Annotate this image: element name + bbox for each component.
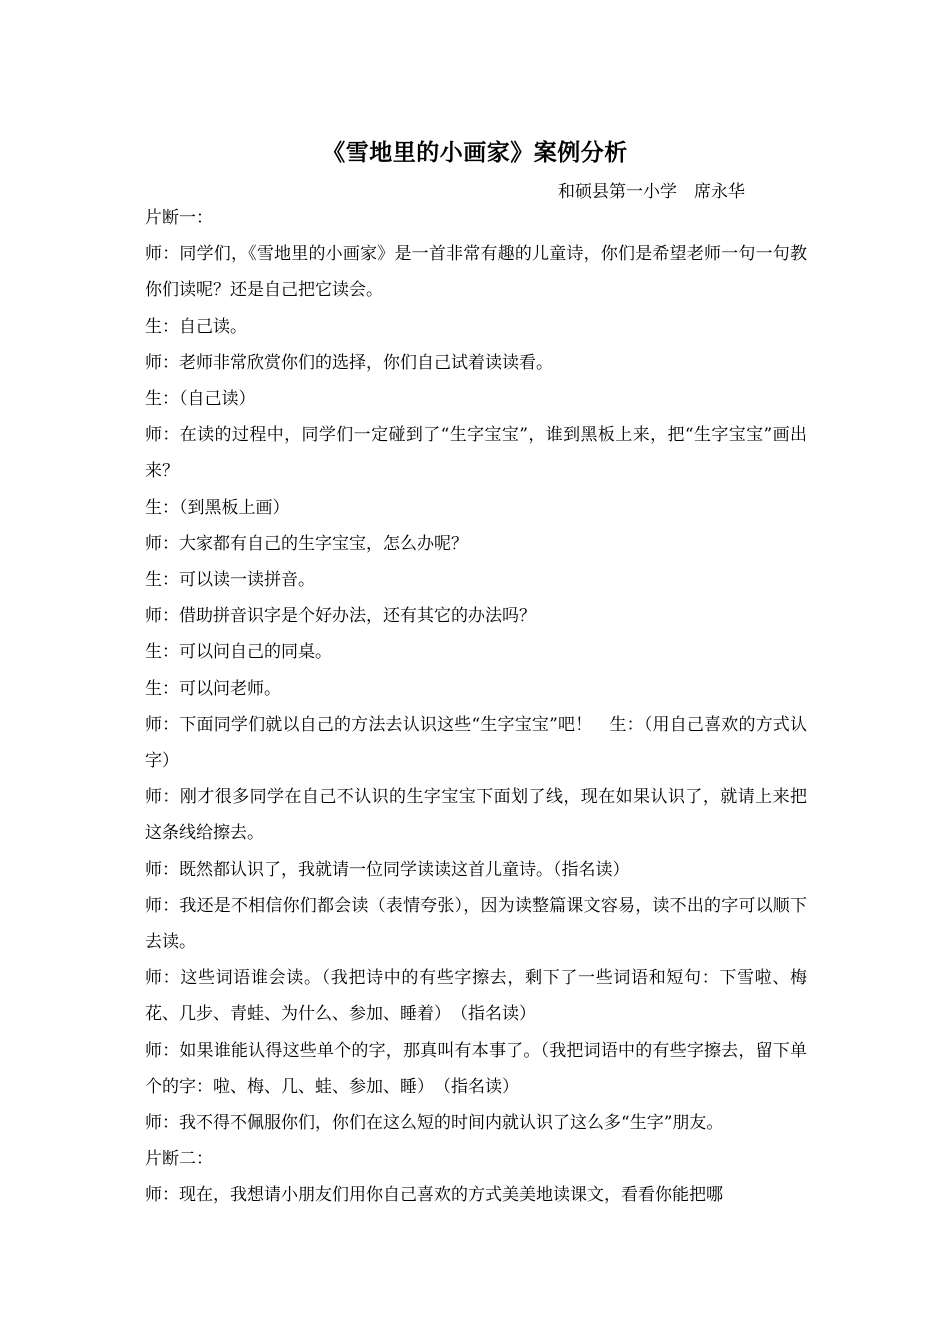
- paragraph: 生：（到黑板上画）: [145, 497, 290, 518]
- paragraph: 生：可以问老师。: [145, 678, 281, 699]
- paragraph: 师：在读的过程中，同学们一定碰到了“生字宝宝”，谁到黑板上来，把“生字宝宝”画出来？: [145, 425, 807, 482]
- paragraph: 生：可以问自己的同桌。: [145, 642, 332, 663]
- document-body: [145, 200, 807, 1214]
- paragraph: 师：现在，我想请小朋友们用你自己喜欢的方式美美地读课文，看看你能把哪: [145, 1185, 723, 1206]
- paragraph-section-2-heading: 片断二：: [145, 1149, 213, 1170]
- paragraph: 师：这些词语谁会读。（我把诗中的有些字擦去，剩下了一些词语和短句：下雪啦、梅花、几步、青蛙、为什么、参加、睡着） （指名读）: [145, 968, 807, 1025]
- paragraph-section-1-heading: 片断一：: [145, 208, 213, 228]
- paragraph: 师：老师非常欣赏你们的选择，你们自己试着读读看。: [145, 352, 553, 373]
- paragraph: 生：自己读。: [145, 316, 247, 337]
- paragraph: 生：（自己读）: [145, 389, 256, 410]
- paragraph: 生：可以读一读拼音。: [145, 570, 315, 591]
- paragraph: 师：既然都认识了，我就请一位同学读读这首儿童诗。（指名读）: [145, 859, 630, 880]
- paragraph: 师：刚才很多同学在自己不认识的生字宝宝下面划了线，现在如果认识了，就请上来把这条线给擦去。: [145, 787, 807, 844]
- paragraph: 师：如果谁能认得这些单个的字，那真叫有本事了。（我把词语中的有些字擦去，留下单个的字：啦、梅、几、蛙、参加、睡） （指名读）: [145, 1040, 807, 1097]
- paragraph: 师：我还是不相信你们都会读（表情夸张），因为读整篇课文容易，读不出的字可以顺下去读。: [145, 895, 807, 953]
- paragraph: 师：同学们，《雪地里的小画家》是一首非常有趣的儿童诗，你们是希望老师一句一句教你们读呢？还是自己把它读会。: [145, 244, 807, 301]
- paragraph: 师：大家都有自己的生字宝宝，怎么办呢？: [145, 533, 468, 554]
- paragraph: 师：下面同学们就以自己的方法去认识这些“生字宝宝”吧！ 生：（用自己喜欢的方式认字）: [145, 714, 807, 772]
- paragraph: 师：我不得不佩服你们，你们在这么短的时间内就认识了这么多“生字”朋友。: [145, 1113, 724, 1134]
- document-title: 《雪地里的小画家》案例分析: [322, 139, 628, 166]
- author-line: 和硕县第一小学 席永华: [558, 182, 745, 202]
- paragraph: 师：借助拼音识字是个好办法，还有其它的办法吗？: [145, 606, 536, 627]
